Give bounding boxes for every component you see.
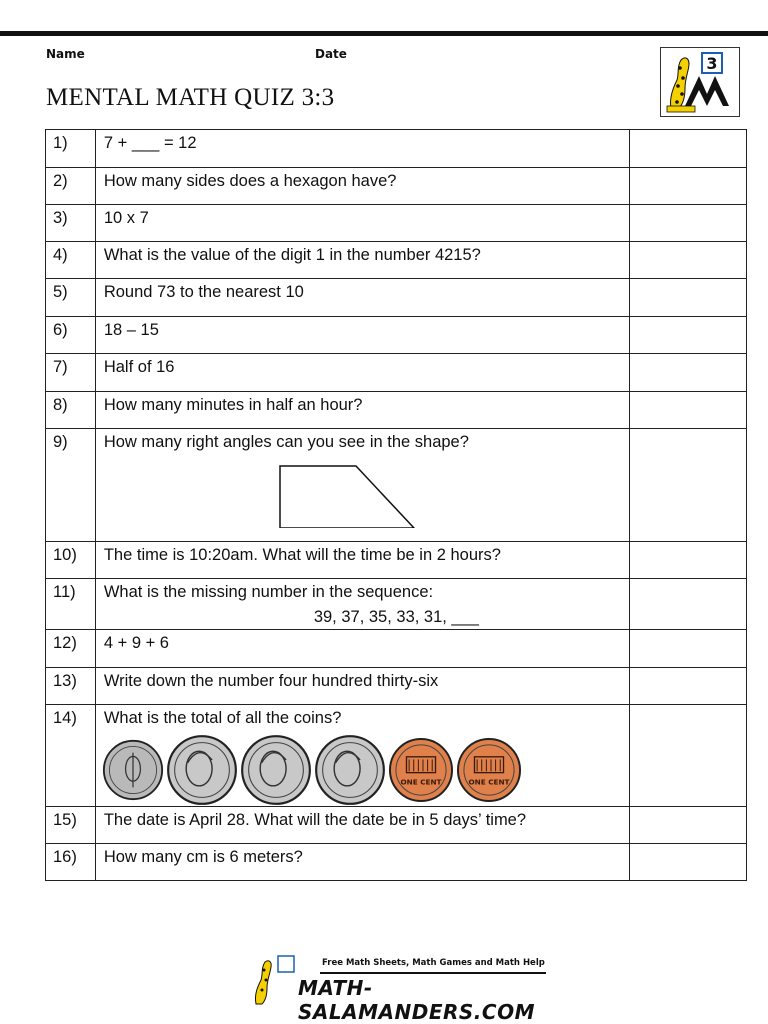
question-number: 7)	[46, 354, 96, 392]
dime-icon	[102, 739, 164, 801]
question-cell	[95, 579, 629, 630]
question-text: 18 – 15	[95, 317, 629, 354]
question-text: What is the total of all the coins?	[103, 709, 342, 727]
nickel-icon	[166, 734, 238, 806]
answer-box[interactable]	[629, 807, 746, 844]
question-row	[46, 279, 747, 317]
name-label: Name	[46, 47, 85, 61]
question-text: Round 73 to the nearest 10	[95, 279, 629, 317]
question-row	[46, 542, 747, 579]
question-row	[46, 668, 747, 705]
trapezoid-shape	[278, 456, 438, 528]
answer-box[interactable]	[629, 705, 746, 807]
question-text: How many minutes in half an hour?	[95, 392, 629, 429]
question-cell	[95, 705, 629, 807]
question-row	[46, 807, 747, 844]
answer-box[interactable]	[629, 168, 746, 205]
question-text: Half of 16	[95, 354, 629, 392]
answer-box[interactable]	[629, 205, 746, 242]
question-row	[46, 130, 747, 168]
question-number: 12)	[46, 630, 96, 668]
question-text: What is the value of the digit 1 in the number 4215?	[95, 242, 629, 279]
question-text: Write down the number four hundred thirty-six	[95, 668, 629, 705]
question-number: 10)	[46, 542, 96, 579]
answer-box[interactable]	[629, 354, 746, 392]
question-number: 4)	[46, 242, 96, 279]
question-row	[46, 242, 747, 279]
answer-box[interactable]	[629, 429, 746, 542]
svg-text:ONE CENT: ONE CENT	[400, 777, 442, 787]
question-number: 13)	[46, 668, 96, 705]
coin-row	[102, 734, 629, 806]
quiz-table	[45, 129, 747, 881]
answer-box[interactable]	[629, 279, 746, 317]
penny-icon	[456, 737, 522, 803]
question-number: 14)	[46, 705, 96, 807]
footer-tagline: Free Math Sheets, Math Games and Math Help	[322, 958, 545, 968]
question-text: What is the missing number in the sequence:	[103, 583, 434, 601]
question-text: 7 + ___ = 12	[95, 130, 629, 168]
answer-box[interactable]	[629, 579, 746, 630]
question-row	[46, 579, 747, 630]
question-row	[46, 844, 747, 881]
penny-icon	[388, 737, 454, 803]
question-number: 2)	[46, 168, 96, 205]
top-rule	[0, 31, 768, 36]
question-row	[46, 705, 747, 807]
question-number: 6)	[46, 317, 96, 354]
question-text: 10 x 7	[95, 205, 629, 242]
answer-box[interactable]	[629, 630, 746, 668]
question-number: 9)	[46, 429, 96, 542]
question-row	[46, 392, 747, 429]
question-row	[46, 354, 747, 392]
salamander-logo	[660, 47, 740, 117]
question-number: 3)	[46, 205, 96, 242]
question-text: The time is 10:20am. What will the time be in 2 hours?	[95, 542, 629, 579]
question-row	[46, 630, 747, 668]
salamander-icon	[661, 48, 739, 116]
nickel-icon	[314, 734, 386, 806]
answer-box[interactable]	[629, 392, 746, 429]
answer-box[interactable]	[629, 542, 746, 579]
page-title: MENTAL MATH QUIZ 3:3	[46, 84, 335, 111]
question-number: 5)	[46, 279, 96, 317]
question-number: 11)	[46, 579, 96, 630]
question-text: 4 + 9 + 6	[95, 630, 629, 668]
footer-rule	[320, 972, 546, 974]
answer-box[interactable]	[629, 130, 746, 168]
question-row	[46, 317, 747, 354]
question-number: 1)	[46, 130, 96, 168]
number-sequence: 39, 37, 35, 33, 31, ___	[313, 608, 479, 626]
answer-box[interactable]	[629, 317, 746, 354]
salamander-icon	[248, 954, 298, 1006]
question-row	[46, 429, 747, 542]
question-number: 16)	[46, 844, 96, 881]
answer-box[interactable]	[629, 844, 746, 881]
nickel-icon	[240, 734, 312, 806]
question-text: How many sides does a hexagon have?	[95, 168, 629, 205]
question-number: 15)	[46, 807, 96, 844]
footer-site-name: MATH-SALAMANDERS.COM	[298, 976, 535, 1024]
answer-box[interactable]	[629, 242, 746, 279]
question-text: How many cm is 6 meters?	[95, 844, 629, 881]
grade-badge: 3	[706, 54, 718, 73]
question-cell	[95, 429, 629, 542]
date-label: Date	[315, 47, 347, 61]
answer-box[interactable]	[629, 668, 746, 705]
question-row	[46, 205, 747, 242]
question-text: The date is April 28. What will the date be in 5 days’ time?	[95, 807, 629, 844]
question-row	[46, 168, 747, 205]
svg-text:ONE CENT: ONE CENT	[468, 777, 510, 787]
question-text: How many right angles can you see in the shape?	[103, 433, 469, 451]
question-number: 8)	[46, 392, 96, 429]
footer-logo	[248, 950, 548, 1024]
